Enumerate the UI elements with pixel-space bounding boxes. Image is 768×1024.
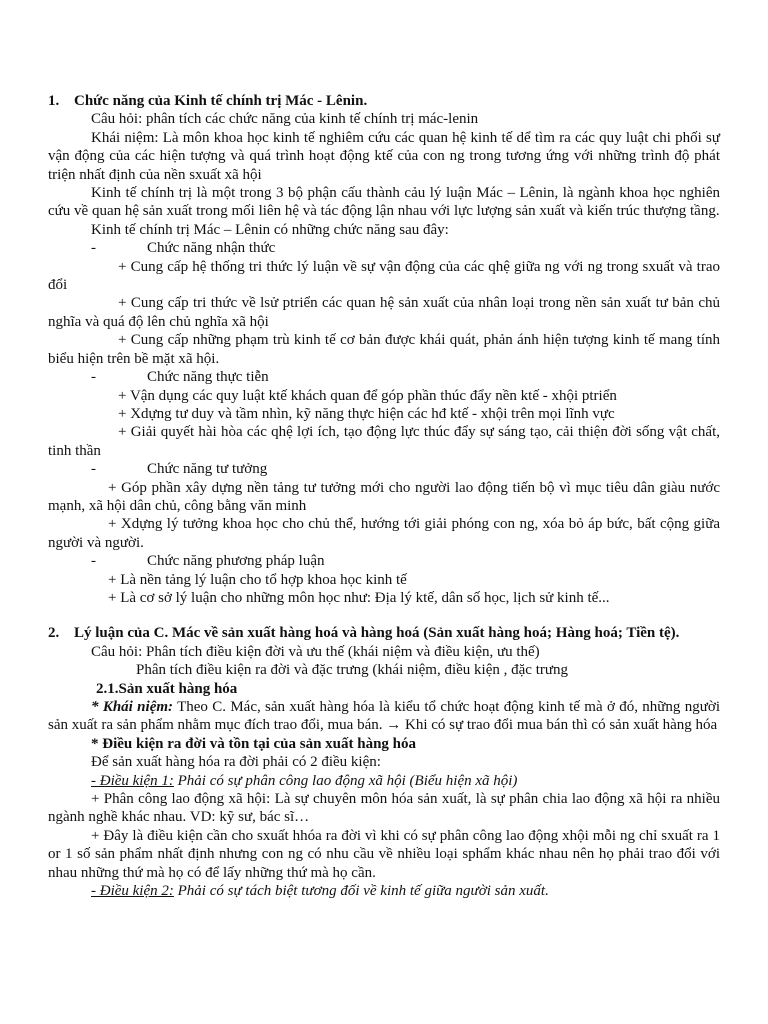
condition-2-text: Phải có sự tách biệt tương đối về kinh tế giữa người sản xuất.	[173, 883, 549, 900]
function-item: + Cung cấp hệ thống tri thức lý luận về sự vận động của các qhệ giữa ng với ng trong sxuất và trao đổi	[48, 258, 720, 294]
function-name: Chức năng nhận thức	[147, 240, 276, 257]
function-heading	[48, 239, 720, 257]
function-heading	[48, 368, 720, 386]
function-item: + Vận dụng các quy luật ktế khách quan để góp phần thúc đẩy nền ktế - xhội ptriển	[118, 387, 617, 404]
condition-1-paragraph: + Phân công lao động xã hội: Là sự chuyên môn hóa sản xuất, là sự phân chia lao động xã hội ra nhiều ngành nghề khác nhau. VD: kỹ sư, bác sĩ…	[48, 791, 720, 826]
function-item: + Là nền tảng lý luận cho tổ hợp khoa học kinh tế	[108, 571, 407, 588]
subsection-title: 2.1.Sản xuất hàng hóa	[96, 680, 238, 697]
concept-label: * Khái niệm:	[91, 699, 174, 715]
function-dash: -	[91, 369, 96, 386]
function-item: + Là cơ sở lý luận cho những môn học như: Địa lý ktế, dân số học, lịch sử kinh tế...	[108, 589, 610, 606]
section-1-heading	[48, 92, 720, 110]
function-item: + Góp phần xây dựng nền tảng tư tưởng mới cho người lao động tiến bộ vì mục tiêu dân giàu nước mạnh, xã hội dân chủ, công bằng văn minh	[48, 479, 720, 514]
section-2-question-2: Phân tích điều kiện ra đời và đặc trưng (khái niệm, điều kiện , đặc trưng	[136, 662, 568, 679]
condition-2-heading	[48, 882, 720, 900]
condition-1-paragraph: + Đây là điều kiện cần cho sxuất hhóa ra đời vì khi có sự phân công lao động xhội mỗi ng chỉ sxuất ra 1 or 1 số sản phẩm nhất định nhưng con ng có nhu cầu về nhiều loại sphẩm khác nhau nên họ phải trao đổi với nhau những thứ mà họ có để lấy những thứ mà họ cần.	[48, 827, 720, 881]
function-item: + Cung cấp những phạm trù kinh tế cơ bản được khái quát, phản ánh hiện tượng kinh tế mang tính biểu hiện trên bề mặt xã hội.	[48, 332, 720, 367]
section-1-title: Chức năng của Kinh tế chính trị Mác - Lênin.	[74, 93, 368, 109]
section-1-concept: Khái niệm: Là môn khoa học kinh tế nghiêm cứu các quan hệ kinh tế dể tìm ra các quy luật chi phối sự vận động của các hiện tượng và quá trình hoạt động ktế của con ng trong tương ứng với những trình độ phát triện nhất định của nền sxuất xã hội	[48, 129, 720, 183]
section-2-question: Câu hỏi: Phân tích điều kiện đời và ưu thế (khái niệm và điều kiện, ưu thế)	[91, 643, 540, 660]
function-item: + Giải quyết hài hòa các qhệ lợi ích, tạo động lực thúc đẩy sự sáng tạo, cải thiện đời sống vật chất, tinh thần	[48, 424, 720, 459]
condition-2-label: - Điều kiện 2:	[91, 883, 174, 900]
condition-1-text: Phải có sự phân công lao động xã hội (Biểu hiện xã hội)	[173, 772, 518, 789]
concept-text: Theo C. Mác, sản xuất hàng hóa là kiểu tổ chức hoạt động kinh tế mà ở đó, những người sản xuất ra sản phẩm nhằm mục đích trao đổi, mua bán. → Khi có sự trao đổi mua bán thì có sản xuất hàng hóa	[48, 699, 720, 734]
function-name: Chức năng tư tưởng	[147, 461, 268, 478]
condition-1-heading	[48, 772, 720, 790]
function-name: Chức năng thực tiễn	[147, 369, 269, 386]
function-item: + Xdựng lý tưởng khoa học cho chủ thể, hướng tới giải phóng con ng, xóa bỏ áp bức, bất cộng giữa người và người.	[48, 516, 720, 551]
section-2-heading	[48, 624, 720, 642]
section-1-question: Câu hỏi: phân tích các chức năng của kinh tế chính trị mác-lenin	[91, 111, 479, 128]
function-dash: -	[91, 461, 96, 478]
section-2-title: Lý luận của C. Mác về sản xuất hàng hoá và hàng hoá (Sản xuất hàng hoá; Hàng hoá; Tiền tệ).	[74, 625, 680, 642]
function-heading	[48, 460, 720, 478]
function-name: Chức năng phương pháp luận	[147, 553, 325, 570]
section-1-number: 1.	[48, 93, 60, 109]
section-1-intro: Kinh tế chính trị Mác – Lênin có những chức năng sau đây:	[91, 221, 449, 238]
condition-1-label: - Điều kiện 1:	[91, 772, 174, 789]
function-item: + Xdựng tư duy và tầm nhìn, kỹ năng thực hiện các hđ ktế - xhội trên mọi lĩnh vực	[118, 405, 615, 422]
conditions-title: * Điều kiện ra đời và tồn tại của sản xuất hàng hóa	[91, 735, 417, 752]
section-1-paragraph: Kinh tế chính trị là một trong 3 bộ phận cấu thành cảu lý luận Mác – Lênin, là ngành khoa học nghiên cứu về quan hệ sản xuất trong mối liên hệ và tác động lận nhau với lực lượng sản xuất và kiến trúc thượng tầng.	[48, 185, 720, 220]
concept-paragraph	[48, 698, 720, 735]
conditions-intro: Để sản xuất hàng hóa ra đời phải có 2 điều kiện:	[91, 754, 381, 771]
section-spacer	[48, 607, 720, 624]
function-heading	[48, 552, 720, 570]
document-body	[48, 92, 720, 900]
section-2-number: 2.	[48, 625, 60, 642]
function-item: + Cung cấp tri thức về lsử ptriển các quan hệ sản xuất của nhân loại trong nền sản xuất tư bản chủ nghĩa và quá độ lên chủ nghĩa xã hội	[48, 295, 720, 330]
function-dash: -	[91, 240, 96, 257]
function-dash: -	[91, 553, 96, 570]
